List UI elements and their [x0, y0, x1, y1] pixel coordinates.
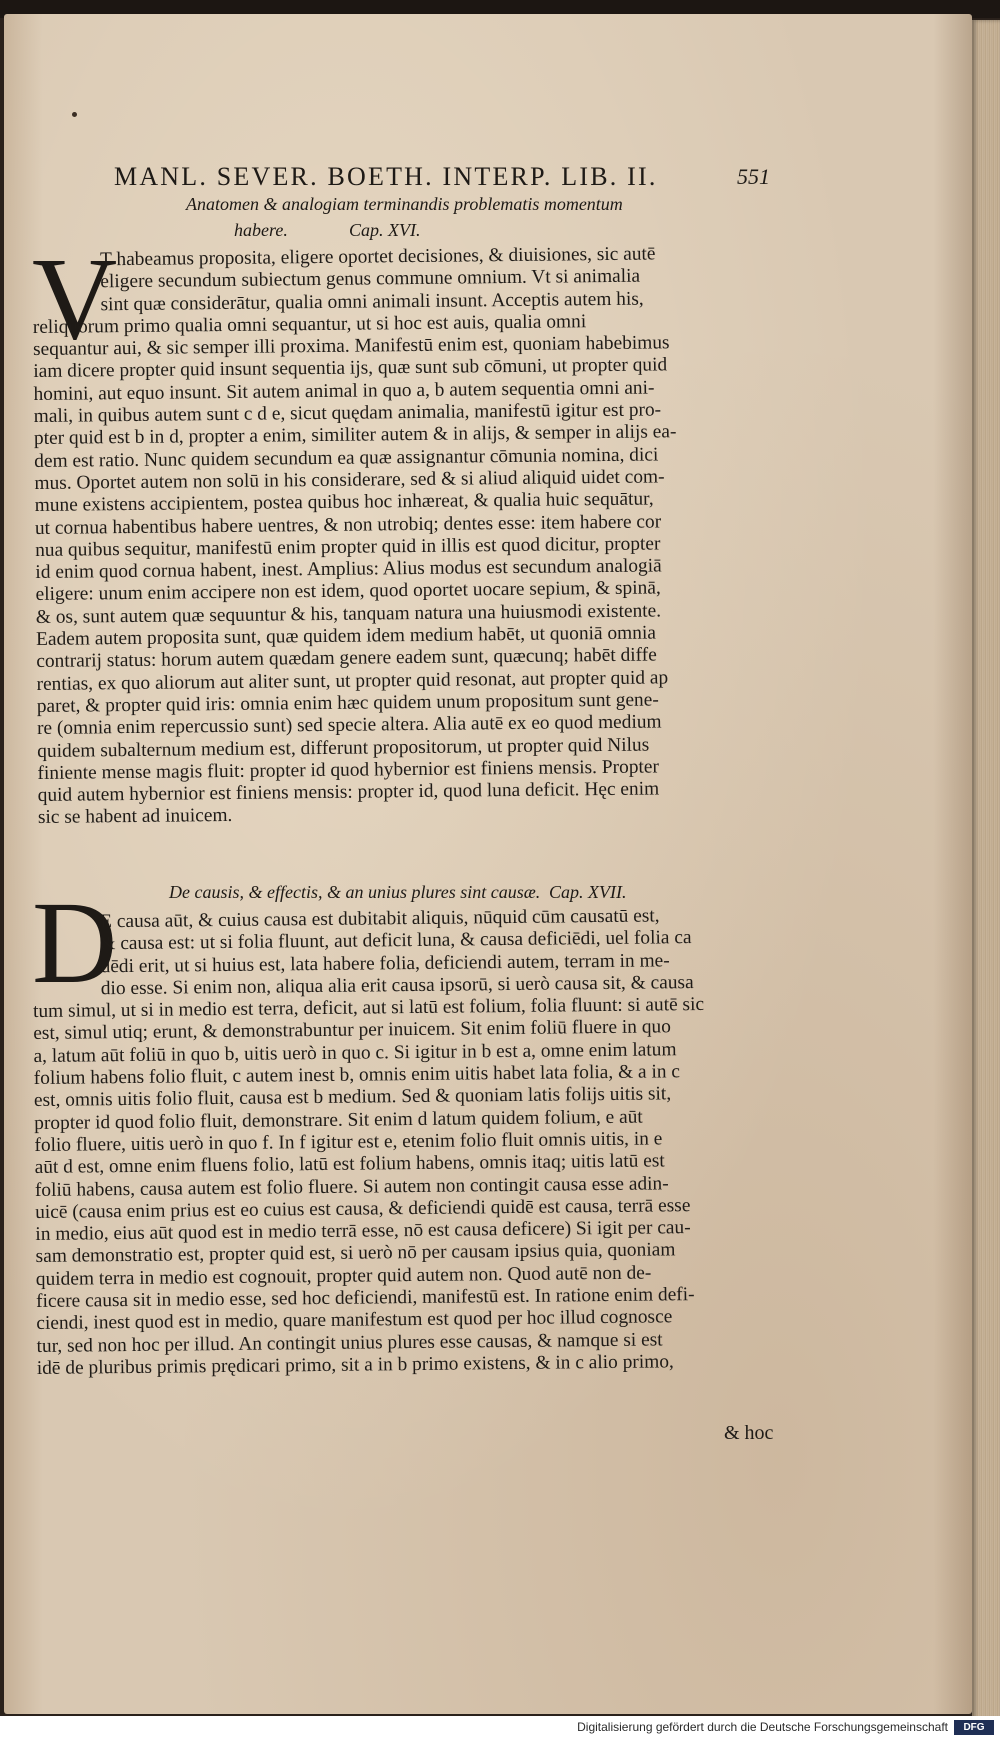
ink-spot [72, 112, 77, 117]
text-line: eligere secundum subiectum genus commune omnium. Vt si animalia [100, 265, 641, 293]
chapter16-caption-line1: Anatomen & analogiam terminandis problematis momentum [186, 194, 623, 214]
catchword: & hoc [724, 1422, 774, 1444]
text-line: paret, & propter quid iris: omnia enim hæc quidem unum propositum sunt gene- [36, 689, 659, 717]
running-title: MANL. SEVER. BOETH. INTERP. LIB. II. [114, 162, 658, 191]
text-line: dem est ratio. Nunc quidem secundum ea quæ assignantur cōmunia nomina, dici [34, 444, 659, 472]
digitization-footer [0, 1716, 1000, 1738]
text-line: uicē (causa enim prius est eo cuius est causa, & deficiendi quidē est causa, terrā esse [35, 1194, 691, 1223]
text-line: a, latum aūt foliū in quo b, uitis uerò in quo c. Si igitur in b est a, omne enim latum [33, 1039, 677, 1067]
chapter16-body [32, 233, 788, 830]
text-line: reliquorum primo qualia omni sequantur, ut si hoc est auis, qualia omni [32, 311, 587, 338]
text-line: propter id quod folio fluit, demonstrare. Sit enim d latum quidem folium, e aūt [34, 1106, 643, 1134]
text-line: nua quibus sequitur, manifestū enim propter quid in illis est quod dicitur, propter [35, 533, 661, 561]
text-line: finiente mense magis fluit: propter id quod hybernior est finiens mensis. Propter [37, 756, 660, 784]
page-number: 551 [737, 164, 770, 189]
text-line: in medio, eius aūt quod est in medio terrā esse, nō est causa deficere) Si igit per cau- [35, 1217, 691, 1246]
text-line: quid autem hybernior est finiens mensis: propter id, quod luna deficit. Hęc enim [37, 778, 660, 807]
text-line: rentias, ex quo aliorum aut aliter sunt, ut propter quid resonat, aut propter quid ap [36, 667, 669, 695]
dfg-logo: DFG [954, 1720, 994, 1735]
text-line: idē de pluribus primis prędicari primo, sit a in b primo existens, & in c alio primo, [36, 1351, 674, 1379]
text-line: & causa est: ut si folia fluunt, aut deficit luna, & causa deficiēdi, uel folia ca [100, 927, 692, 955]
text-line: sam demonstratio est, propter quid est, si uerò nō per causam ipsius quia, quoniam [35, 1239, 676, 1268]
text-line: mali, in quibus autem sunt c d e, sicut quędam animalia, manifestū igitur est pro- [33, 399, 662, 428]
text-line: foliū habens, causa autem est folio fluere. Si autem non contingit causa esse adin- [34, 1172, 669, 1201]
text-line: aūt d est, omne enim fluens folio, latū est folium habens, omnis itaq; uitis latū est [34, 1150, 665, 1179]
text-line: re (omnia enim repercussio sunt) sed specie altera. Alia autē ex eo quod medium [36, 711, 662, 740]
text-line: quidem subalternum medium est, differunt propositorum, ut propter quid Nilus [37, 734, 650, 762]
text-line: id enim quod cornua habent, inest. Amplius: Alius modus est secundum analogiā [35, 555, 662, 584]
text-line: tur, sed non hoc per illud. An contingit unius plures esse causas, & namque si est [36, 1329, 663, 1357]
book-fore-edge [972, 20, 1000, 1720]
text-line: ciendi, inest quod est in medio, quare manifestum est quod per hoc illud cognosce [36, 1306, 673, 1335]
text-line: folium habens folio fluit, c autem inest b, omnis enim uitis habet lata folia, & a in c [33, 1061, 681, 1090]
text-line: dio esse. Si enim non, aliqua alia erit causa ipsorū, si uerò causa sit, & causa [100, 971, 694, 1000]
text-line: tum simul, ut si in medio est terra, deficit, aut si latū est folium, folia fluunt: si autē sic [32, 994, 705, 1023]
text-line: contrarij status: horum autem quædam genere eadem sunt, quæcunq; habēt diffe [36, 644, 657, 673]
drop-cap-d: D [32, 877, 118, 1008]
chapter17-caption: De causis, & effectis, & an unius plures sint causæ. [169, 882, 541, 902]
funding-credit: Digitalisierung gefördert durch die Deutsche Forschungsgemeinschaft [577, 1720, 948, 1734]
text-line: homini, aut equo insunt. Sit autem animal in quo a, b autem sequentia omni ani- [33, 377, 655, 405]
text-line: eligere: unum enim accipere non est idem, quod oportet uocare sepium, & spinā, [35, 577, 661, 606]
chapter17-body [32, 904, 787, 1380]
text-line: Eadem autem proposita sunt, quæ quidem idem medium habēt, ut quoniā omnia [35, 622, 657, 651]
text-line: est, simul utiq; erunt, & demonstrabuntur per inuicem. Sit enim foliū fluere in quo [33, 1016, 671, 1045]
text-line: & os, sunt autem quæ sequuntur & his, tanquam natura una huiusmodi existente. [35, 600, 662, 628]
text-line: iam dicere propter quid insunt sequentia ijs, quæ sunt sub cōmuni, ut propter quid [33, 354, 668, 383]
chapter16-label: Cap. XVI. [349, 220, 421, 240]
text-line: sint quæ considerātur, qualia omni animali insunt. Acceptis autem his, [100, 288, 644, 315]
text-line: ficere causa sit in medio esse, sed hoc deficiendi, manifestū est. In ratione enim defi- [35, 1284, 695, 1313]
drop-cap-v: V [32, 233, 118, 364]
text-line: folio fluere, uitis uerò in quo f. In f igitur est e, etenim folio fluit omnis uitis, in e [34, 1128, 663, 1156]
text-line: mus. Oportet autem non solū in his considerare, sed & si aliud aliquid uidet com- [34, 466, 665, 494]
text-line: sequantur aui, & sic semper illi proxima. Manifestū enim est, quoniam habebimus [32, 332, 670, 361]
text-line: pter quid est b in d, propter a enim, similiter autem & in alijs, & semper in alijs ea- [33, 421, 677, 450]
text-line: est, omnis uitis folio fluit, causa est b medium. Sed & quoniam latis folijs uitis sit, [33, 1083, 672, 1112]
text-line: T habeamus proposita, eligere oportet decisiones, & diuisiones, sic autē [99, 243, 656, 271]
text-line: E causa aūt, & cuius causa est dubitabit aliquis, nūquid cūm causatū est, [99, 905, 660, 933]
chapter17-label: Cap. XVII. [549, 882, 627, 902]
text-line: dēdi erit, ut si huius est, lata habere folia, deficiendi autem, terram in me- [100, 949, 670, 977]
text-line: quidem terra in medio est cognouit, propter quid autem non. Quod autē non de- [35, 1262, 652, 1290]
book-page [4, 14, 972, 1714]
text-line: mune existens accipientem, postea quibus hoc inhæreat, & qualia huic sequātur, [34, 488, 654, 517]
text-line: sic se habent ad inuicem. [37, 805, 233, 829]
text-line: ut cornua habentibus habere uentres, & non utrobiq; dentes esse: item habere cor [34, 510, 662, 539]
chapter16-caption-line2: habere. [234, 220, 288, 240]
